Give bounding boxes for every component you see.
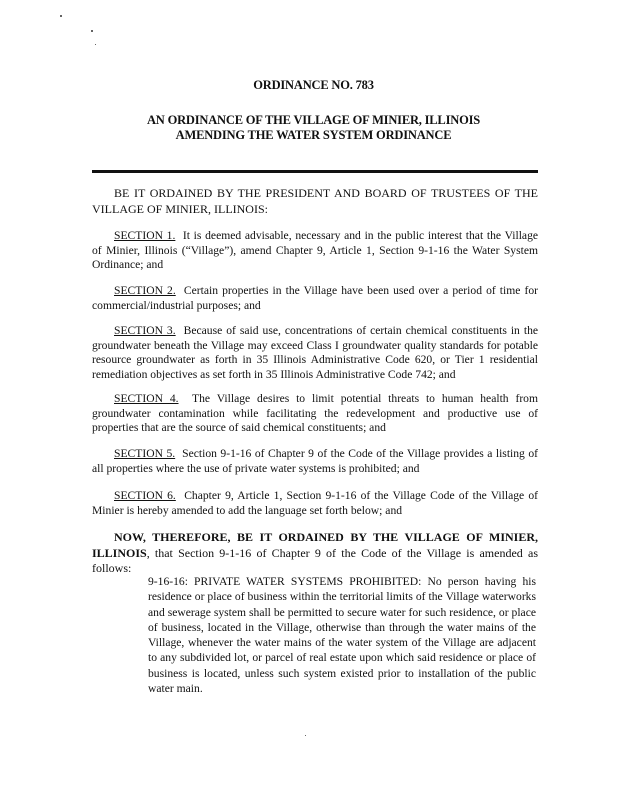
preamble: BE IT ORDAINED BY THE PRESIDENT AND BOARD OF TRUSTEES OF THE VILLAGE OF MINIER, ILLINOIS: — [92, 186, 538, 216]
scan-speck — [95, 44, 96, 45]
ordinance-title-line2: AMENDING THE WATER SYSTEM ORDINANCE — [175, 128, 452, 142]
scan-speck — [60, 15, 62, 17]
section-4-label: SECTION 4. — [114, 392, 179, 405]
section-1-label: SECTION 1. — [114, 229, 176, 242]
section-3-label: SECTION 3. — [114, 324, 176, 337]
section-5-label: SECTION 5. — [114, 447, 176, 460]
section-4-text: The Village desires to limit potential threats to human health from groundwater contamination while facilitating the redevelopment and productive use of properties that are the source of said chemical constituents; and — [92, 392, 538, 434]
section-6-label: SECTION 6. — [114, 489, 176, 502]
section-6-text: Chapter 9, Article 1, Section 9-1-16 of the Village Code of the Village of Minier is hereby amended to add the language set forth below; and — [92, 489, 539, 517]
section-1-text: It is deemed advisable, necessary and in the public interest that the Village of Minier, Illinois (“Village”), amend Chapter 9, Article 1, Section 9-1-16 the Water System Ordinance; and — [92, 229, 539, 271]
section-3 — [92, 324, 538, 382]
section-2-text: Certain properties in the Village have been used over a period of time for commercial/industrial purposes; and — [92, 284, 539, 312]
section-6 — [92, 489, 538, 518]
therefore-bold: NOW, THEREFORE, BE IT ORDAINED BY THE VILLAGE OF MINIER, ILLINOIS — [92, 530, 538, 560]
section-5 — [92, 447, 538, 476]
section-3-text: Because of said use, concentrations of certain chemical constituents in the groundwater beneath the Village may exceed Class I groundwater quality standards for potable resource groundwater as forth in 35 Illinois Administrative Code 620, or Tier 1 residential remediation objectives as set forth in 35 Illinois Administrative Code 742; and — [92, 324, 539, 381]
section-5-text: Section 9-1-16 of Chapter 9 of the Code of the Village provides a listing of all properties where the use of private water systems is prohibited; and — [92, 447, 539, 475]
section-2 — [92, 284, 538, 313]
horizontal-rule — [92, 170, 538, 173]
scan-speck — [91, 30, 93, 32]
section-2-label: SECTION 2. — [114, 284, 176, 297]
scan-speck — [305, 735, 306, 736]
ordinance-title-line1: AN ORDINANCE OF THE VILLAGE OF MINIER, ILLINOIS — [146, 113, 481, 127]
ordinance-number: ORDINANCE NO. 783 — [253, 78, 374, 92]
section-1 — [92, 229, 538, 273]
therefore-clause — [92, 530, 538, 577]
amended-section-text: 9-16-16: PRIVATE WATER SYSTEMS PROHIBITED: No person having his residence or place of business within the territorial limits of the Village waterworks and sewerage system shall be permitted to secure water for such residence, or place of business, located in the Village, otherwise than through the water mains of the Village, whenever the water mains of the water system of the Village are adjacent to any subdivided lot, or parcel of real estate upon which said residence or place of business is located, unless such system existed prior to installation of the public water main. — [148, 575, 536, 696]
section-4 — [92, 392, 538, 436]
therefore-rest: , that Section 9-1-16 of Chapter 9 of the Code of the Village is amended as follows: — [92, 545, 538, 575]
